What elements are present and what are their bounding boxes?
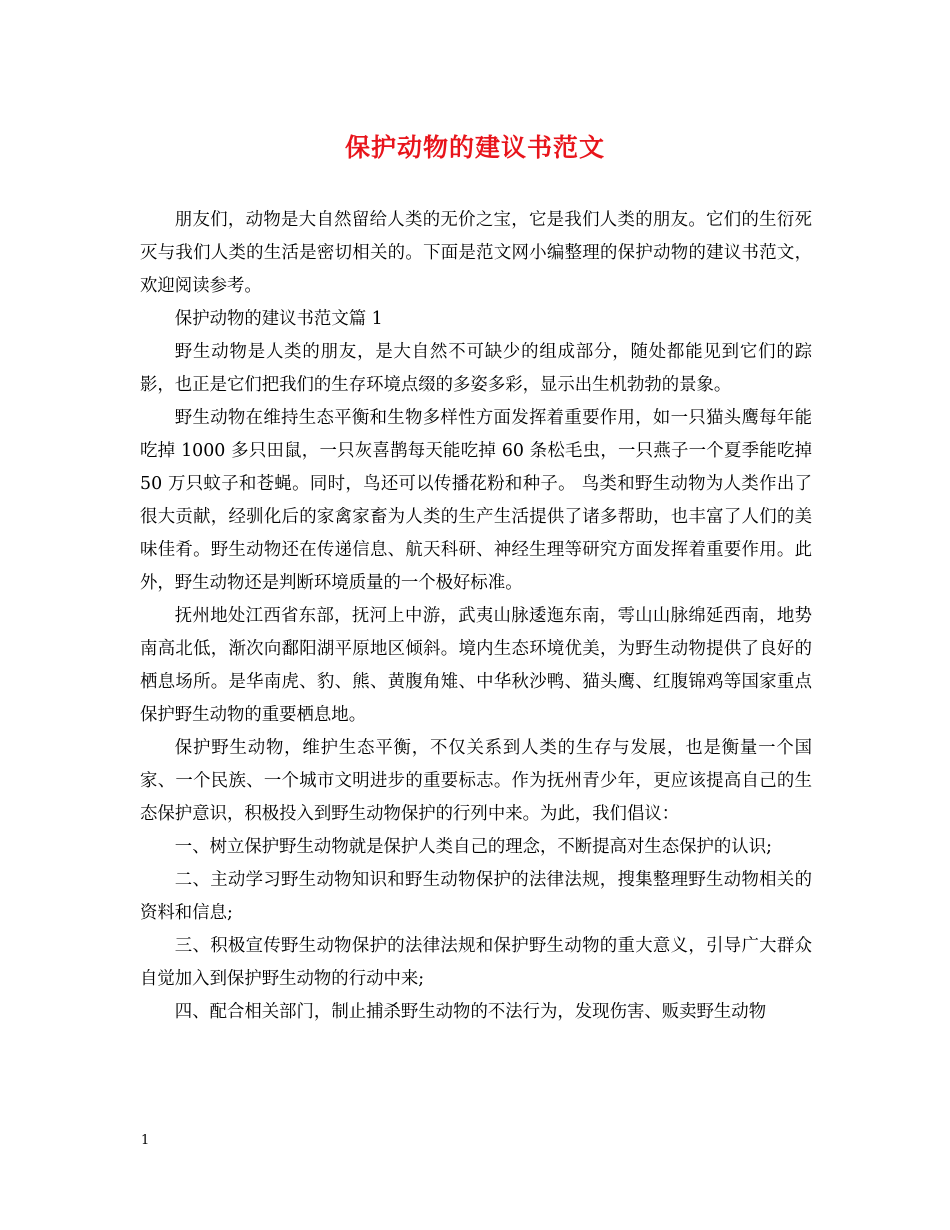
page-number: 1: [141, 1133, 150, 1148]
proposal-item-3: 三、积极宣传野生动物保护的法律法规和保护野生动物的重大意义，引导广大群众自觉加入到保护野生动物的行动中来;: [140, 936, 812, 989]
body-paragraph: 野生动物是人类的朋友，是大自然不可缺少的组成部分，随处都能见到它们的踪影，也正是它们把我们的生存环境点缀的多姿多彩，显示出生机勃勃的景象。: [140, 342, 812, 395]
proposal-item-1: 一、树立保护野生动物就是保护人类自己的理念，不断提高对生态保护的认识;: [174, 837, 772, 857]
document-body: [140, 204, 812, 1029]
section-heading: 保护动物的建议书范文篇 1: [174, 309, 383, 329]
body-paragraph: 野生动物在维持生态平衡和生物多样性方面发挥着重要作用，如一只猫头鹰每年能吃掉 1000 多只田鼠，一只灰喜鹊每天能吃掉 60 条松毛虫，一只燕子一个夏季能吃掉 50 万只蚊子和苍蝇。同时，鸟还可以传播花粉和种子。 鸟类和野生动物为人类作出了很大贡献，经驯化后的家禽家畜为人类的生产生活提供了诸多帮助，也丰富了人们的美味佳肴。野生动物还在传递信息、航天科研、神经生理等研究方面发挥着重要作用。此外，野生动物还是判断环境质量的一个极好标准。: [140, 408, 812, 593]
proposal-item-4: 四、配合相关部门，制止捕杀野生动物的不法行为，发现伤害、贩卖野生动物: [174, 1002, 767, 1022]
intro-paragraph: 朋友们，动物是大自然留给人类的无价之宝，它是我们人类的朋友。它们的生衍死灭与我们人类的生活是密切相关的。下面是范文网小编整理的保护动物的建议书范文，欢迎阅读参考。: [140, 210, 812, 296]
body-paragraph: 保护野生动物，维护生态平衡，不仅关系到人类的生存与发展，也是衡量一个国家、一个民族、一个城市文明进步的重要标志。作为抚州青少年，更应该提高自己的生态保护意识，积极投入到野生动物保护的行列中来。为此，我们倡议：: [140, 738, 812, 824]
body-paragraph: 抚州地处江西省东部，抚河上中游，武夷山脉逶迤东南，雩山山脉绵延西南，地势南高北低，渐次向鄱阳湖平原地区倾斜。境内生态环境优美，为野生动物提供了良好的栖息场所。是华南虎、豹、熊、黄腹角雉、中华秋沙鸭、猫头鹰、红腹锦鸡等国家重点保护野生动物的重要栖息地。: [140, 606, 812, 725]
proposal-item-2: 二、主动学习野生动物知识和野生动物保护的法律法规，搜集整理野生动物相关的资料和信息;: [140, 870, 812, 923]
document-title: 保护动物的建议书范文: [344, 133, 605, 162]
